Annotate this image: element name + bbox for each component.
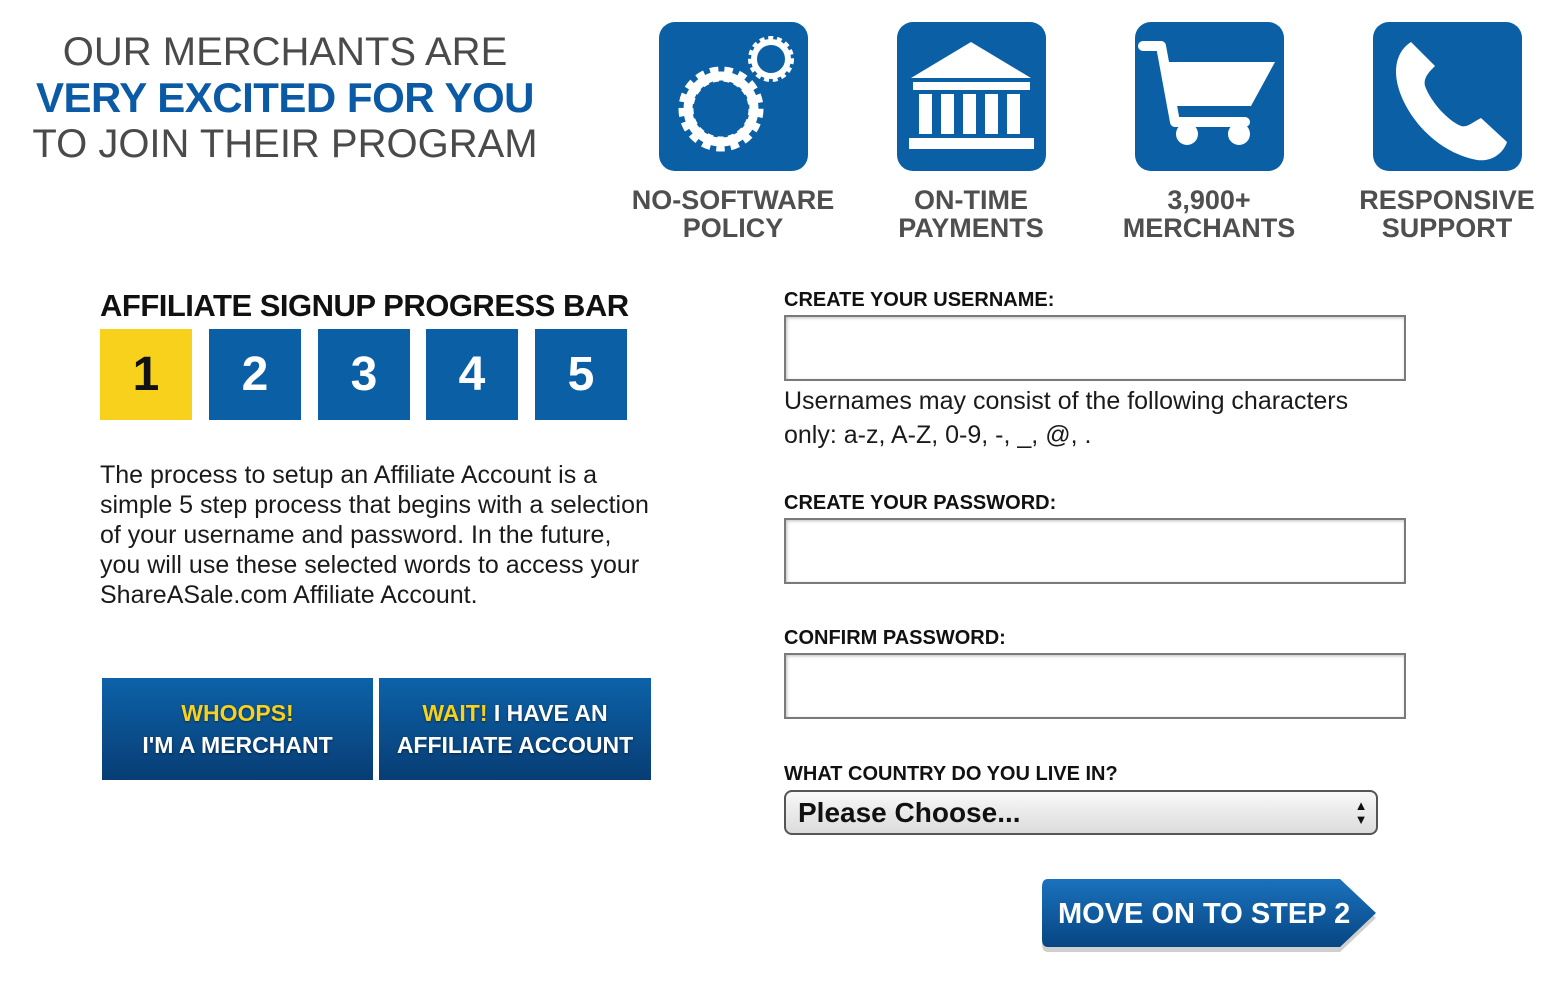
- existing-affiliate-line-2: AFFILIATE ACCOUNT: [396, 732, 634, 758]
- feature-label-line: MERCHANTS: [1122, 213, 1296, 243]
- username-label: CREATE YOUR USERNAME:: [784, 289, 1055, 311]
- feature-label-line: NO-SOFTWARE: [631, 185, 835, 215]
- confirm-password-input[interactable]: [784, 653, 1406, 719]
- select-arrows-icon: ▲ ▼: [1354, 797, 1368, 827]
- feature-label-line: SUPPORT: [1381, 213, 1513, 243]
- phone-icon: [1373, 22, 1522, 171]
- progress-step-5: 5: [535, 329, 627, 420]
- move-to-step-2-label: MOVE ON TO STEP 2: [1058, 898, 1351, 930]
- process-description: The process to setup an Affiliate Account is a simple 5 step process that begins with a selection of your username and password. In the future, you will use these selected words to access your ShareASale.com Affiliate Account.: [100, 461, 649, 609]
- feature-label-line: 3,900+: [1167, 185, 1251, 215]
- merchant-button-highlight: WHOOPS!: [181, 700, 294, 726]
- merchant-button-label: I'M A MERCHANT: [142, 732, 333, 758]
- password-input[interactable]: [784, 518, 1406, 584]
- progress-step-2: 2: [209, 329, 301, 420]
- existing-affiliate-button[interactable]: [379, 678, 651, 780]
- existing-affiliate-line-1: [379, 697, 651, 729]
- move-to-step-2-button[interactable]: [1040, 877, 1380, 952]
- gears-icon: [659, 22, 808, 171]
- country-select-value: Please Choose...: [798, 796, 1021, 828]
- progress-step-3: 3: [318, 329, 410, 420]
- headline: [20, 30, 550, 166]
- country-label: WHAT COUNTRY DO YOU LIVE IN?: [784, 763, 1118, 785]
- merchant-button[interactable]: [102, 678, 373, 780]
- feature-label-no-software: [618, 186, 848, 242]
- confirm-password-label: CONFIRM PASSWORD:: [784, 627, 1006, 649]
- headline-line-2: VERY EXCITED FOR YOU: [36, 74, 534, 121]
- feature-label-line: RESPONSIVE: [1359, 185, 1535, 215]
- progress-step-4: 4: [426, 329, 518, 420]
- existing-affiliate-text: I HAVE AN: [487, 700, 608, 726]
- headline-line-3: TO JOIN THEIR PROGRAM: [32, 122, 538, 166]
- shopping-cart-icon: [1135, 22, 1284, 171]
- headline-line-1: OUR MERCHANTS ARE: [62, 30, 508, 74]
- progress-title: AFFILIATE SIGNUP PROGRESS BAR: [100, 288, 629, 323]
- username-input[interactable]: [784, 315, 1406, 381]
- feature-label-merchants: [1094, 186, 1324, 242]
- username-hint: Usernames may consist of the following characters only: a-z, A-Z, 0-9, -, _, @, .: [784, 387, 1349, 449]
- feature-label-support: [1332, 186, 1554, 242]
- bank-icon: [897, 22, 1046, 171]
- password-label: CREATE YOUR PASSWORD:: [784, 492, 1057, 514]
- feature-label-line: PAYMENTS: [898, 213, 1044, 243]
- country-select[interactable]: [784, 790, 1378, 835]
- progress-step-1: 1: [100, 329, 192, 420]
- feature-label-line: POLICY: [682, 213, 784, 243]
- existing-affiliate-highlight: WAIT!: [422, 700, 488, 726]
- feature-label-payments: [856, 186, 1086, 242]
- feature-label-line: ON-TIME: [914, 185, 1028, 215]
